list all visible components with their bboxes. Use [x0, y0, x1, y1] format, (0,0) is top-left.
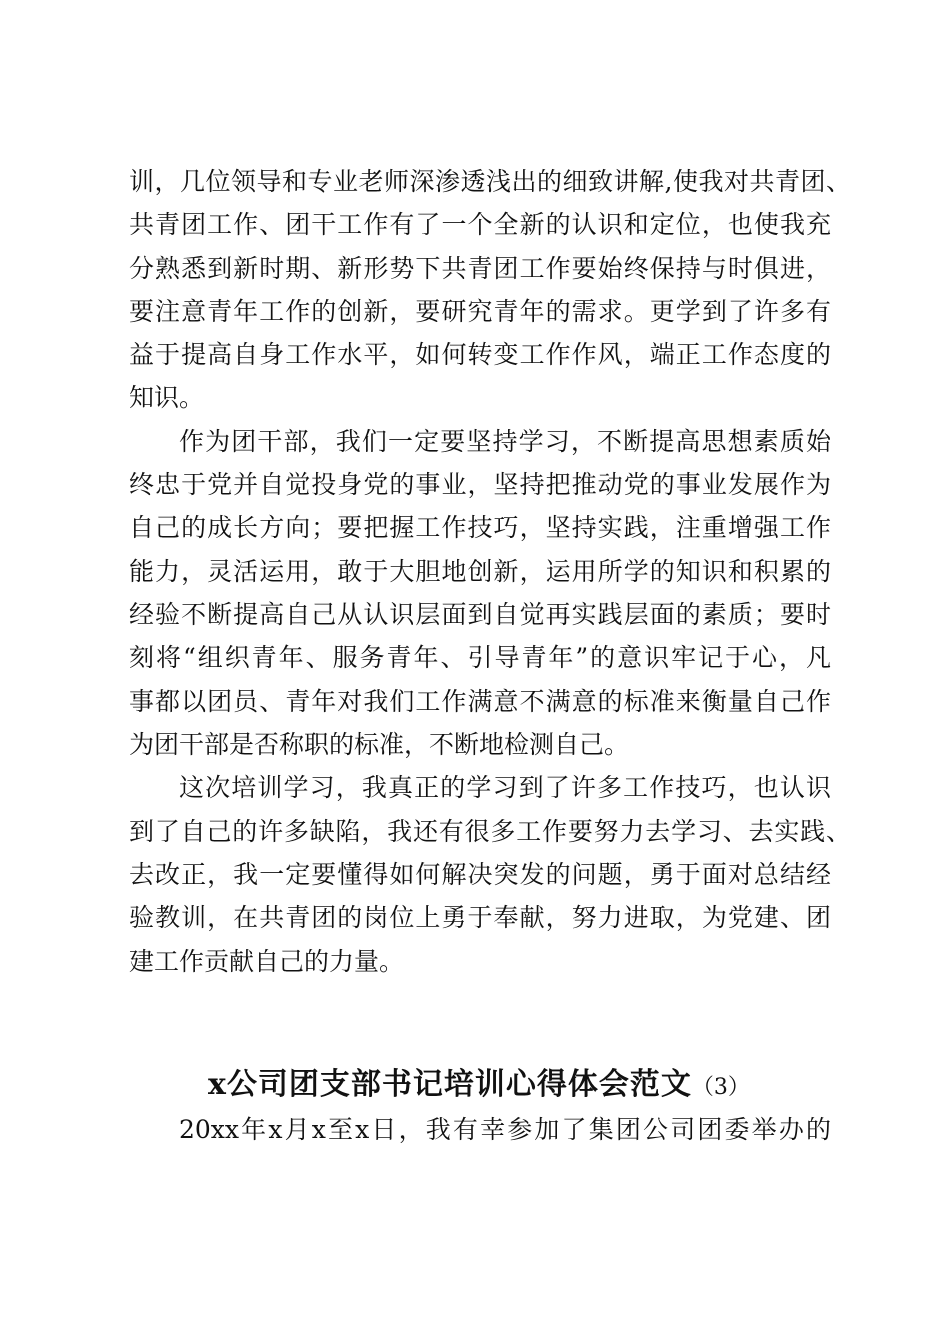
- paragraph-2-line-8: 为团干部是否称职的标准，不断地检测自己。: [129, 730, 630, 759]
- paragraph-3-line-3: 去改正，我一定要懂得如何解决突发的问题，勇于面对总结经: [129, 860, 831, 889]
- section-title: [208, 1062, 750, 1108]
- section-title-number: （3）: [691, 1075, 750, 1100]
- paragraph-2-line-7: 事都以团员、青年对我们工作满意不满意的标准来衡量自己作: [129, 687, 831, 716]
- paragraph-1-line-1: 训，几位领导和专业老师深渗透浅出的细致讲解,使我对共青团、: [129, 167, 851, 196]
- paragraph-1-line-2: 共青团工作、团干工作有了一个全新的认识和定位，也使我充: [129, 210, 831, 239]
- paragraph-4-line-1: 20xx年x月x至x日，我有幸参加了集团公司团委举办的: [179, 1115, 831, 1144]
- paragraph-1-line-5: 益于提高自身工作水平，如何转变工作作风，端正工作态度的: [129, 340, 831, 369]
- paragraph-2-line-2: 终忠于党并自觉投身党的事业，坚持把推动党的事业发展作为: [129, 470, 831, 499]
- paragraph-1-line-3: 分熟悉到新时期、新形势下共青团工作要始终保持与时俱进，: [129, 254, 831, 283]
- paragraph-3-line-2: 到了自己的许多缺陷，我还有很多工作要努力去学习、去实践、: [129, 817, 851, 846]
- paragraph-1-line-4: 要注意青年工作的创新，要研究青年的需求。更学到了许多有: [129, 297, 831, 326]
- paragraph-2-line-4: 能力，灵活运用，敢于大胆地创新，运用所学的知识和积累的: [129, 557, 831, 586]
- paragraph-3-line-1: 这次培训学习，我真正的学习到了许多工作技巧，也认识: [179, 773, 831, 802]
- paragraph-2-line-3: 自己的成长方向；要把握工作技巧，坚持实践，注重增强工作: [129, 513, 831, 542]
- section-title-main: x公司团支部书记培训心得体会范文: [208, 1067, 692, 1102]
- paragraph-2-line-5: 经验不断提高自己从认识层面到自觉再实践层面的素质；要时: [129, 600, 831, 629]
- paragraph-1-line-6: 知识。: [129, 383, 205, 412]
- paragraph-3-line-4: 验教训，在共青团的岗位上勇于奉献，努力进取，为党建、团: [129, 903, 831, 932]
- paragraph-2-line-1: 作为团干部，我们一定要坚持学习，不断提高思想素质始: [179, 427, 831, 456]
- paragraph-3-line-5: 建工作贡献自己的力量。: [129, 947, 405, 976]
- paragraph-2-line-6: 刻将“组织青年、服务青年、引导青年”的意识牢记于心，凡: [129, 643, 831, 672]
